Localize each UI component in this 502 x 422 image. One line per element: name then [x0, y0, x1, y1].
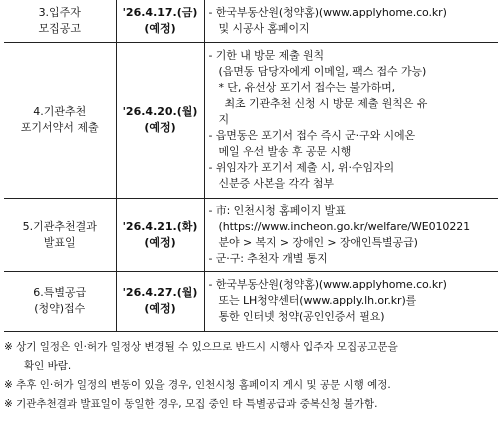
- content-line: 통한 인터넷 청약(공인인증서 필요): [218, 310, 385, 323]
- content-line: 신분증 사본을 각각 첨부: [218, 177, 334, 190]
- date-status: (예정): [144, 121, 176, 134]
- date-status: (예정): [144, 302, 176, 315]
- content-line: - 한국부동산원(청약홈)(www.applyhome.co.kr): [208, 5, 447, 19]
- note-line: ※ 상기 일정은 인·허가 일정상 변경될 수 있으므로 반드시 시행사 입주자 모집공고문을: [4, 340, 398, 353]
- step-line: 6.특별공급: [33, 286, 87, 299]
- date-status: (예정): [144, 21, 176, 35]
- step-cell: [4, 0, 116, 42]
- content-line: 지: [218, 113, 230, 126]
- step-cell: [4, 271, 116, 331]
- step-line: 4.기관추천: [33, 105, 87, 118]
- date-line: '26.4.20.(월): [122, 105, 198, 118]
- content-line: - 위임자가 포기서 제출 시, 위·수임자의: [208, 161, 395, 174]
- date-cell: [116, 0, 204, 42]
- step-line: 3.입주자: [38, 5, 81, 19]
- date-cell: [116, 271, 204, 331]
- date-cell: [116, 198, 204, 271]
- step-line: 포기서약서 제출: [20, 121, 99, 134]
- table-row: [4, 271, 498, 331]
- content-line: - 읍면동은 포기서 접수 즉시 군·구와 시에온: [208, 129, 416, 142]
- content-line: 및 시공사 홈페이지: [218, 21, 310, 35]
- notes-section: [4, 338, 498, 414]
- content-line: 또는 LH청약센터(www.apply.lh.or.kr)를: [218, 294, 417, 307]
- content-line: - 기한 내 방문 제출 원칙: [208, 49, 325, 62]
- content-line: - 군·구: 추천자 개별 통지: [208, 251, 328, 265]
- content-cell: [204, 271, 498, 331]
- date-line: '26.4.27.(월): [122, 286, 198, 299]
- date-line: '26.4.21.(화): [122, 219, 198, 233]
- content-line: - 市: 인천시청 홈페이지 발표: [208, 203, 346, 217]
- schedule-table: [4, 0, 498, 332]
- step-line: 발표일: [43, 235, 76, 249]
- content-line: 최초 기관추천 신청 시 방문 제출 원칙은 유: [224, 97, 428, 110]
- content-cell: [204, 0, 498, 42]
- step-cell: [4, 198, 116, 271]
- content-cell: [204, 42, 498, 198]
- note-line: 확인 바람.: [24, 359, 72, 372]
- date-line: '26.4.17.(금): [122, 5, 198, 19]
- step-line: 5.기관추천결과: [22, 219, 97, 233]
- content-line: 메일 우선 발송 후 공문 시행: [218, 145, 352, 158]
- step-line: 모집공고: [38, 21, 81, 35]
- table-row: [4, 0, 498, 42]
- date-status: (예정): [144, 235, 176, 249]
- table-row: [4, 198, 498, 271]
- content-line: (읍면동 담당자에게 이메일, 팩스 접수 가능): [218, 65, 427, 78]
- content-cell: [204, 198, 498, 271]
- table-row: [4, 42, 498, 198]
- step-cell: [4, 42, 116, 198]
- content-line: - 한국부동산원(청약홈)(www.applyhome.co.kr): [208, 278, 447, 291]
- content-line: * 단, 유선상 포기서 접수는 불가하며,: [218, 81, 396, 94]
- schedule-document: [4, 0, 498, 414]
- note-line: ※ 추후 인·허가 일정의 변동이 있을 경우, 인천시청 홈페이지 게시 및 공문 시행 예정.: [4, 378, 391, 391]
- content-line: 분야 > 복지 > 장애인 > 장애인특별공급): [218, 235, 418, 249]
- content-line: (https://www.incheon.go.kr/welfare/WE010221: [218, 219, 471, 233]
- note-line: ※ 기관추천결과 발표일이 동일한 경우, 모집 중인 타 특별공급과 중복신청 불가함.: [4, 397, 378, 410]
- date-cell: [116, 42, 204, 198]
- step-line: (청약)접수: [34, 302, 86, 315]
